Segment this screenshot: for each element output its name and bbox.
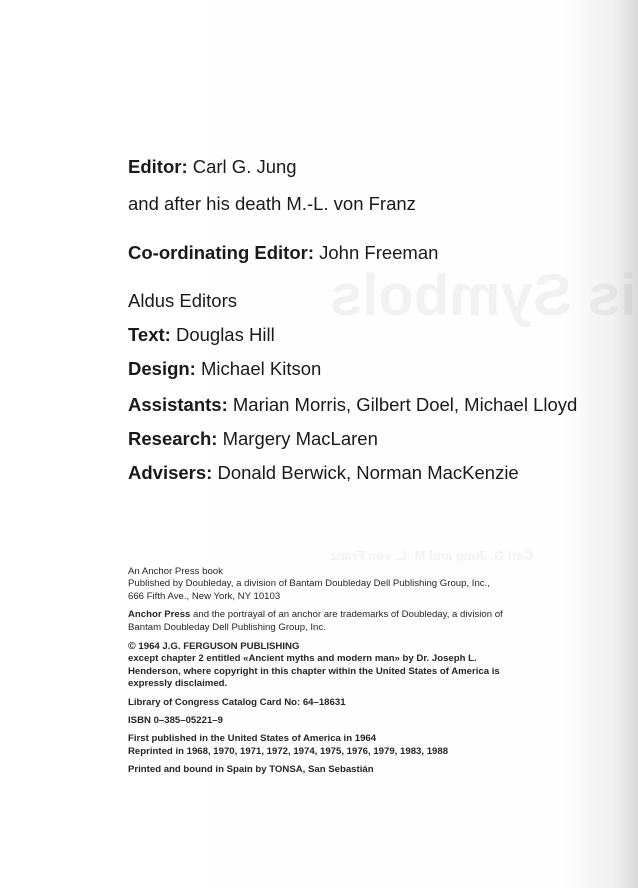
text-name: Douglas Hill [170,324,275,345]
advisers-names: Donald Berwick, Norman MacKenzie [212,462,519,483]
imprint-block [128,566,508,783]
isbn-line: ISBN 0–385–05221–9 [128,715,223,727]
research-label: Research: [128,428,218,449]
published-by-text: Published by Doubleday, a division of Bantam Doubleday Dell Publishing Group, Inc., 666 Fifth Ave., New York, NY 10103 [128,578,490,602]
design-label: Design: [128,358,196,379]
editor-name: Carl G. Jung [187,156,297,177]
design-name: Michael Kitson [195,358,322,379]
editor-continued-line: and after his death M.-L. von Franz [128,193,416,214]
design-credit-line [128,358,321,380]
coordinating-editor-name: John Freeman [314,242,439,263]
publisher-note [128,566,508,603]
copyright-exception: except chapter 2 entitled «Ancient myths and modern man» by Dr. Joseph L. Henderson, where copyright in this chapter within the United States of America is expressly disclaimed. [128,653,500,690]
reprinted-line: Reprinted in 1968, 1970, 1971, 1972, 1974, 1975, 1976, 1979, 1983, 1988 [128,745,449,757]
advisers-label: Advisers: [128,462,213,483]
anchor-press-label: Anchor Press [128,609,191,621]
assistants-names: Marian Morris, Gilbert Doel, Michael Lloyd [227,394,578,415]
catalog-card-line: Library of Congress Catalog Card No: 64–18631 [128,696,346,708]
text-label: Text: [128,324,171,345]
show-through-subtitle [330,548,533,563]
copyright-symbol: © [128,640,136,653]
trademark-text: and the portrayal of an anchor are trademarks of Doubleday, a division of Bantam Doubleday Dell Publishing Group, Inc. [128,609,503,633]
advisers-credit-line [128,462,519,484]
research-credit-line [128,428,378,450]
coordinating-editor-label: Co-ordinating Editor: [128,242,314,263]
copyright-note [128,640,508,691]
anchor-press-book: An Anchor Press book [128,566,223,577]
aldus-editors-heading: Aldus Editors [128,290,237,311]
copyright-line [128,640,508,653]
copyright-holder: 1964 J.G. FERGUSON PUBLISHING [135,641,300,653]
assistants-label: Assistants: [128,394,228,415]
research-name: Margery MacLaren [217,428,378,449]
trademark-note [128,609,508,634]
editor-label: Editor: [128,156,188,177]
editor-line [128,156,297,178]
coordinating-editor-line [128,242,438,264]
first-published-line: First published in the United States of America in 1964 [128,733,377,745]
text-credit-line [128,324,275,346]
assistants-credit-line [128,394,577,416]
show-through-title [330,262,638,329]
publication-history [128,733,508,758]
printed-in-line: Printed and bound in Spain by TONSA, San Sebastián [128,764,374,776]
